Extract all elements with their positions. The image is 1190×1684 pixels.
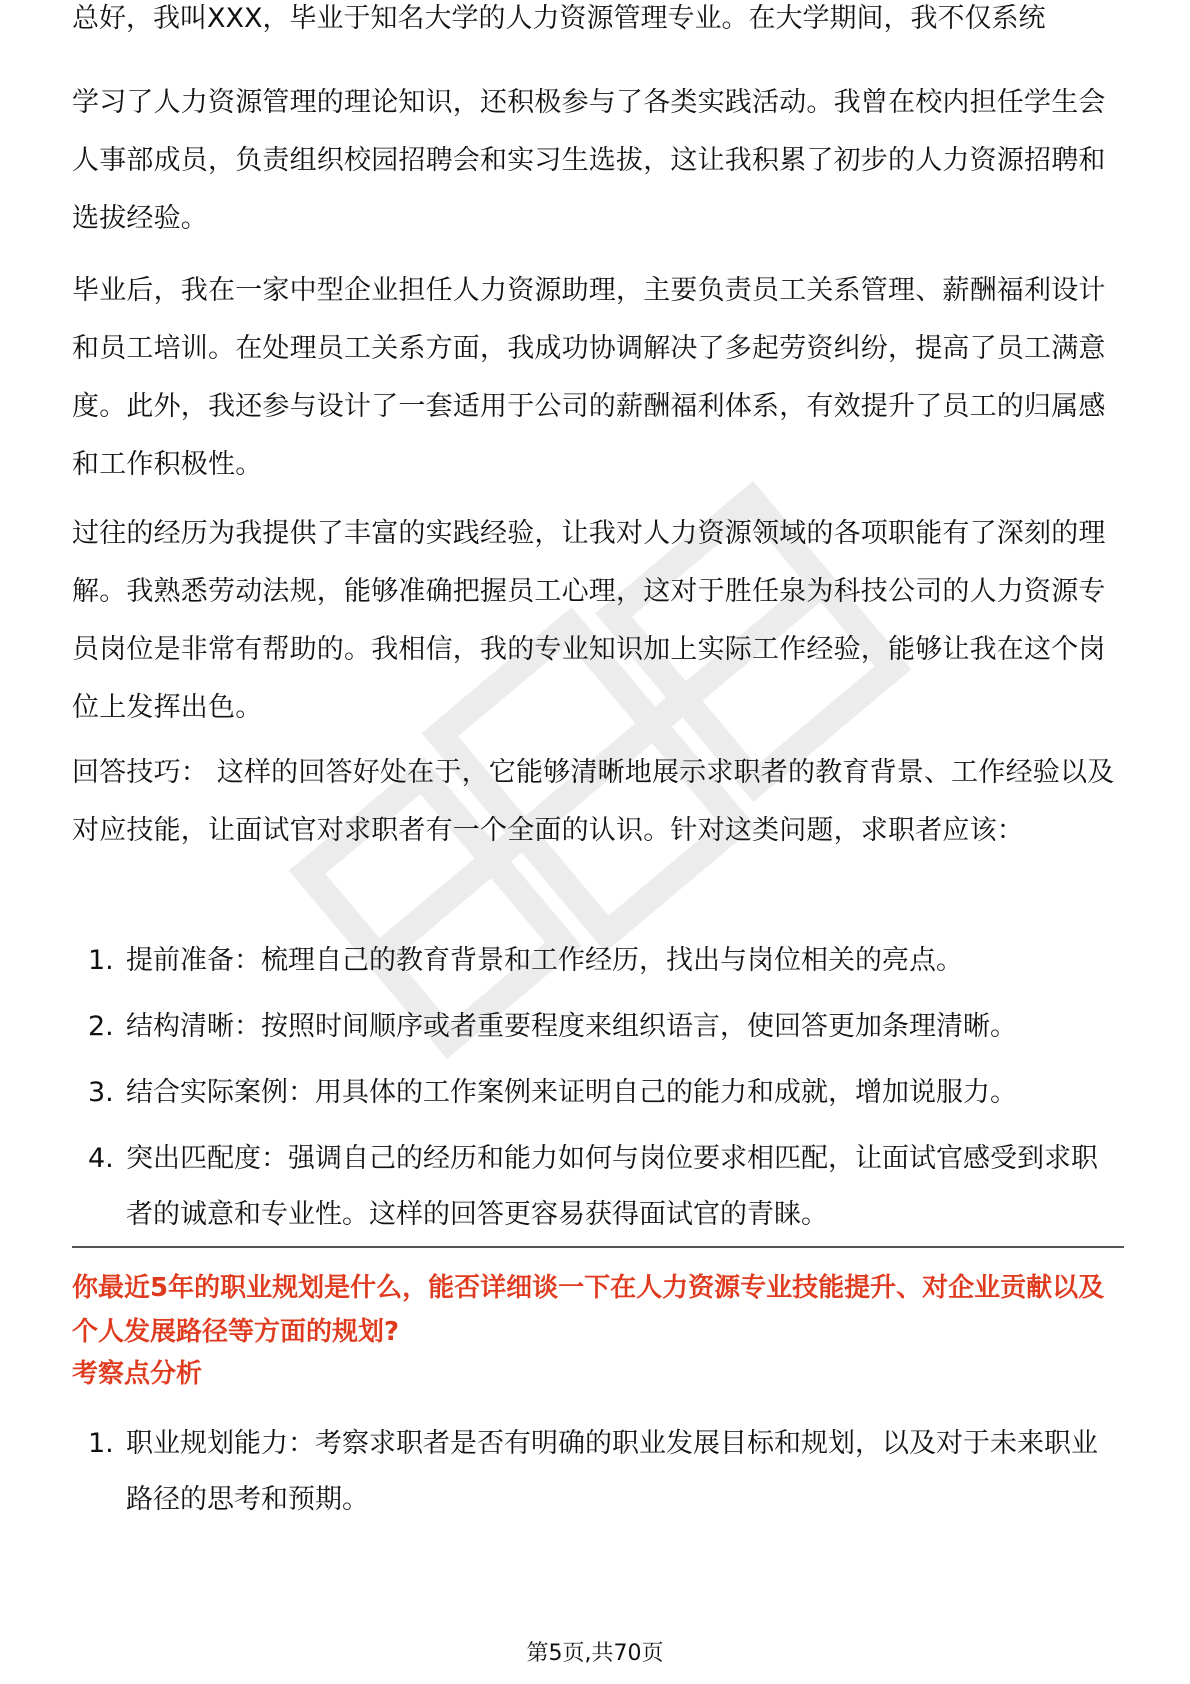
paragraph-summary: 过往的经历为我提供了丰富的实践经验，让我对人力资源领域的各项职能有了深刻的理解。我熟悉劳动法规，能够准确把握员工心理，这对于胜任泉为科技公司的人力资源专员岗位是非常有帮助的。我相信，我的专业知识加上实际工作经验，能够让我在这个岗位上发挥出色。: [72, 518, 1106, 723]
list-item: [72, 999, 1124, 1055]
list-item-number: 1.: [88, 945, 114, 976]
page-footer: 第5页,共70页: [526, 1641, 664, 1666]
list-item-number: 4.: [88, 1143, 114, 1174]
list-item-number: 3.: [88, 1077, 114, 1108]
section-title: 考察点分析: [72, 1359, 203, 1389]
list-item: [72, 1131, 1124, 1243]
analysis-list: [72, 1416, 1124, 1538]
list-item-number: 2.: [88, 1011, 114, 1042]
cut-off-line: [72, 3, 1124, 56]
paragraph-education: 学习了人力资源管理的理论知识，还积极参与了各类实践活动。我曾在校内担任学生会人事部成员，负责组织校园招聘会和实习生选拔，这让我积累了初步的人力资源招聘和选拔经验。: [72, 87, 1106, 234]
document-page: [72, 0, 1124, 1684]
list-item: [72, 933, 1124, 989]
list-item: [72, 1416, 1124, 1528]
question-title: 你最近5年的职业规划是什么，能否详细谈一下在人力资源专业技能提升、对企业贡献以及个人发展路径等方面的规划?: [72, 1273, 1105, 1347]
list-item: [72, 1065, 1124, 1121]
list-item-text: 结合实际案例：用具体的工作案例来证明自己的能力和成就，增加说服力。: [126, 1077, 1017, 1108]
list-item-text: 突出匹配度：强调自己的经历和能力如何与岗位要求相匹配，让面试官感受到求职者的诚意和专业性。这样的回答更容易获得面试官的青睐。: [126, 1143, 1098, 1230]
list-item-text: 职业规划能力：考察求职者是否有明确的职业发展目标和规划，以及对于未来职业路径的思考和预期。: [126, 1428, 1098, 1515]
list-item-number: 1.: [88, 1428, 114, 1459]
tips-list: [72, 933, 1124, 1253]
section-divider: [72, 1246, 1124, 1248]
cut-off-line-text: 总好，我叫XXX，毕业于知名大学的人力资源管理专业。在大学期间，我不仅系统: [72, 3, 1046, 34]
paragraph-work-experience: 毕业后，我在一家中型企业担任人力资源助理，主要负责员工关系管理、薪酬福利设计和员工培训。在处理员工关系方面，我成功协调解决了多起劳资纠纷，提高了员工满意度。此外，我还参与设计了一套适用于公司的薪酬福利体系，有效提升了员工的归属感和工作积极性。: [72, 275, 1106, 480]
paragraph-answer-tips: 回答技巧： 这样的回答好处在于，它能够清晰地展示求职者的教育背景、工作经验以及对应技能，让面试官对求职者有一个全面的认识。针对这类问题，求职者应该：: [72, 757, 1115, 846]
list-item-text: 结构清晰：按照时间顺序或者重要程度来组织语言，使回答更加条理清晰。: [126, 1011, 1017, 1042]
list-item-text: 提前准备：梳理自己的教育背景和工作经历，找出与岗位相关的亮点。: [126, 945, 963, 976]
